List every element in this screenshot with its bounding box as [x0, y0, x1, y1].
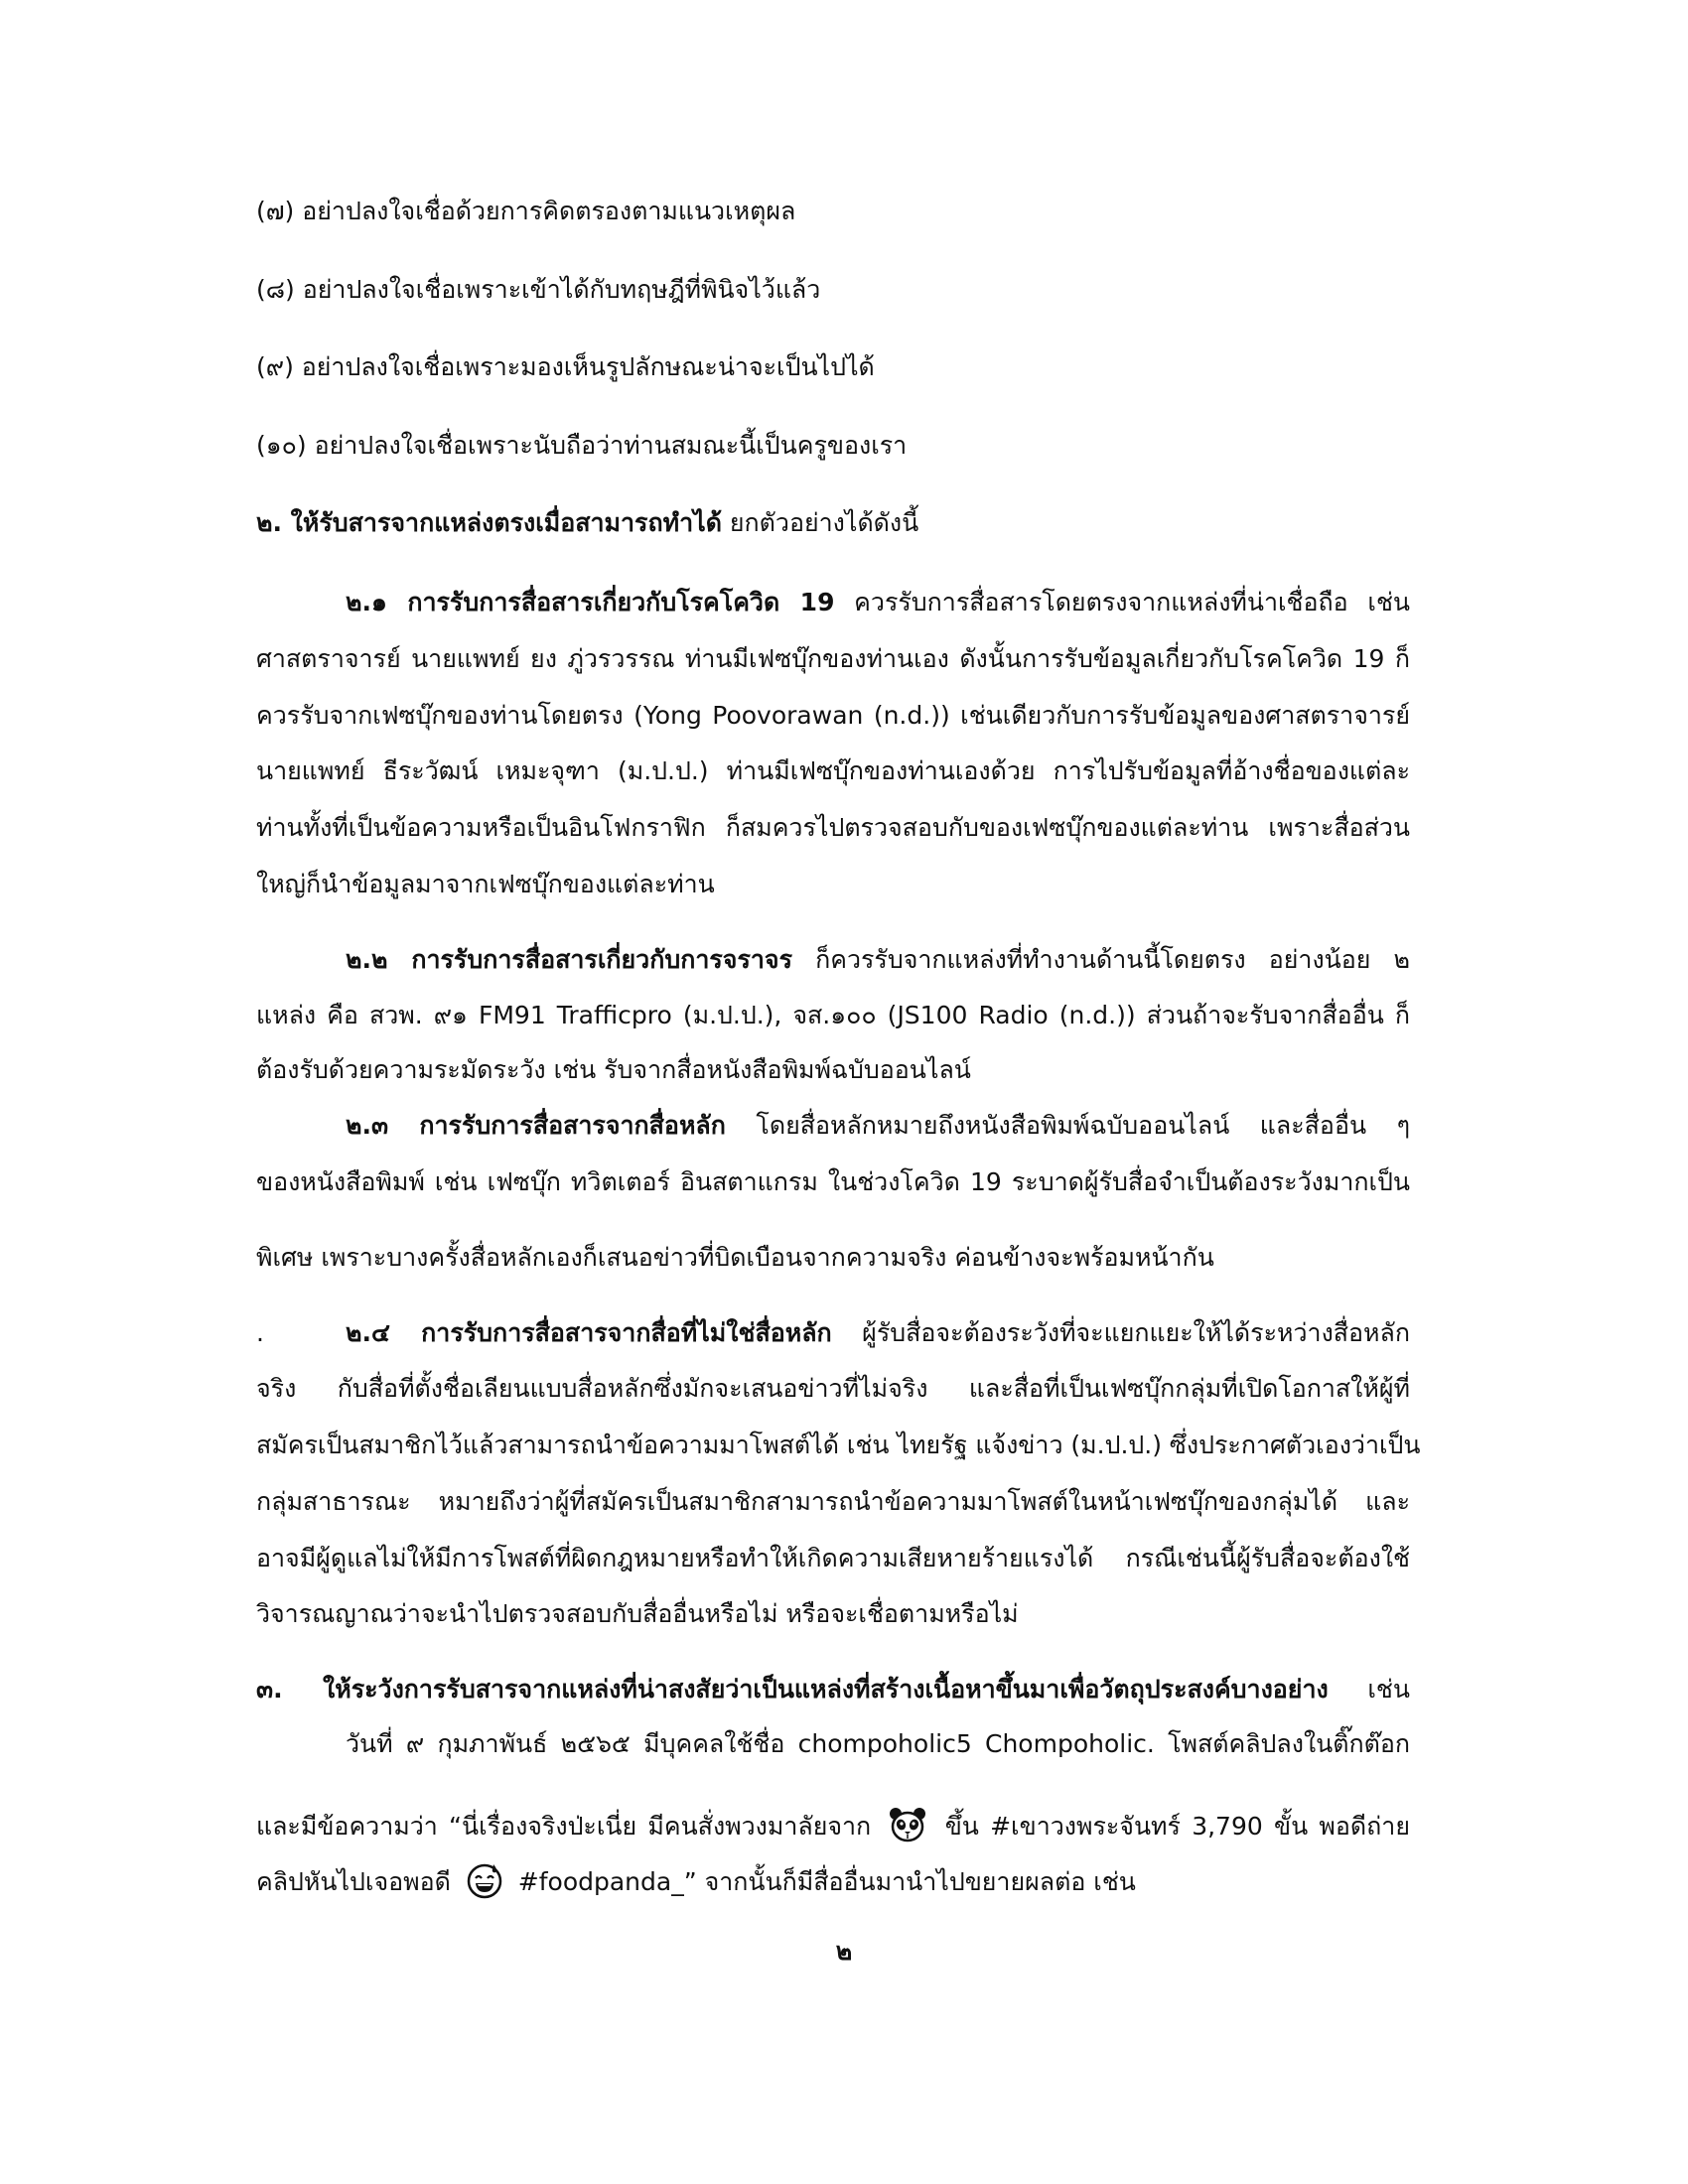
sub-2-4-line: จริง กับสื่อที่ตั้งชื่อเลียนแบบสื่อหลักซึ่งมักจะเสนอข่าวที่ไม่จริง และสื่อที่เป็นเฟซบุ๊กกลุ่มที่เปิดโอกาสให้ผู้ที่ — [256, 1374, 1410, 1403]
sub-2-2-text: ก็ควรรับจากแหล่งที่ทำงานด้านนี้โดยตรง อย่างน้อย ๒ — [792, 945, 1411, 974]
grinning-sweat-face-icon — [465, 1860, 504, 1900]
quote-start: และมีข้อความว่า “นี่เรื่องจริงป่ะเนี่ย มีคนสั่งพวงมาลัยจาก — [256, 1812, 872, 1841]
sub-2-4-line: กลุ่มสาธารณะ หมายถึงว่าผู้ที่สมัครเป็นสมาชิกสามารถนำข้อความมาโพสต์ในหน้าเฟซบุ๊กของกลุ่มได้ และ — [256, 1487, 1410, 1516]
panda-face-icon — [888, 1805, 927, 1844]
sub-2-1-line: นายแพทย์ ธีระวัฒน์ เหมะจุฑา (ม.ป.ป.) ท่านมีเฟซบุ๊กของท่านเองด้วย การไปรับข้อมูลที่อ้างชื่อของแต่ละ — [256, 756, 1410, 785]
section-2-heading — [256, 506, 918, 540]
sub-2-2-title: ๒.๒ การรับการสื่อสารเกี่ยวกับการจราจร — [346, 945, 792, 974]
sub-2-3-first-line — [346, 1109, 1410, 1143]
rule-9: (๙) อย่าปลงใจเชื่อเพราะมองเห็นรูปลักษณะน่าจะเป็นไปได้ — [256, 352, 875, 381]
sub-2-3-text: โดยสื่อหลักหมายถึงหนังสือพิมพ์ฉบับออนไลน์ และสื่ออื่น ๆ — [725, 1111, 1410, 1140]
stray-period: . — [256, 1318, 264, 1347]
sub-2-1-line: ท่านทั้งที่เป็นข้อความหรือเป็นอินโฟกราฟิก ก็สมควรไปตรวจสอบกับของเฟซบุ๊กของแต่ละท่าน เพราะสื่อส่วน — [256, 813, 1410, 842]
rule-7: (๗) อย่าปลงใจเชื่อด้วยการคิดตรองตามแนวเหตุผล — [256, 197, 796, 225]
section-3-line-2 — [256, 1805, 1410, 1844]
sub-2-4-line: วิจารณญาณว่าจะนำไปตรวจสอบกับสื่ออื่นหรือไม่ หรือจะเชื่อตามหรือไม่ — [256, 1599, 1019, 1628]
section-2-heading-bold: ๒. ให้รับสารจากแหล่งตรงเมื่อสามารถทำได้ — [256, 508, 722, 537]
sub-2-3-line: ของหนังสือพิมพ์ เช่น เฟซบุ๊ก ทวิตเตอร์ อินสตาแกรม ในช่วงโควิด 19 ระบาดผู้รับสื่อจำเป็นต้องระวังมากเป็น — [256, 1167, 1410, 1196]
rule-8: (๘) อย่าปลงใจเชื่อเพราะเข้าได้กับทฤษฎีที่พินิจไว้แล้ว — [256, 275, 821, 304]
sub-2-4-title: ๒.๔ การรับการสื่อสารจากสื่อที่ไม่ใช่สื่อหลัก — [346, 1318, 832, 1347]
sub-2-1-line: ควรรับจากเฟซบุ๊กของท่านโดยตรง (Yong Poovorawan (n.d.)) เช่นเดียวกับการรับข้อมูลของศาสตราจารย์ — [256, 701, 1410, 730]
sub-2-3-title: ๒.๓ การรับการสื่อสารจากสื่อหลัก — [346, 1111, 726, 1140]
sub-2-4-first-line — [346, 1316, 1410, 1350]
sub-2-1-title: ๒.๑ การรับการสื่อสารเกี่ยวกับโรคโควิด 19 — [346, 588, 835, 616]
sub-2-2-line: ต้องรับด้วยความระมัดระวัง เช่น รับจากสื่อหนังสือพิมพ์ฉบับออนไลน์ — [256, 1055, 971, 1084]
sub-2-3-line: พิเศษ เพราะบางครั้งสื่อหลักเองก็เสนอข่าวที่บิดเบือนจากความจริง ค่อนข้างจะพร้อมหน้ากัน — [256, 1243, 1214, 1272]
sub-2-4-text: ผู้รับสื่อจะต้องระวังที่จะแยกแยะให้ได้ระหว่างสื่อหลัก — [831, 1318, 1410, 1347]
section-3-line-3 — [256, 1860, 1136, 1900]
section-3-heading — [256, 1673, 1410, 1706]
sub-2-1-line: ศาสตราจารย์ นายแพทย์ ยง ภู่วรวรรณ ท่านมีเฟซบุ๊กของท่านเอง ดังนั้นการรับข้อมูลเกี่ยวกับโรคโควิด 19 ก็ — [256, 644, 1410, 673]
sub-2-1-line: ใหญ่ก็นำข้อมูลมาจากเฟซบุ๊กของแต่ละท่าน — [256, 870, 715, 898]
rule-10: (๑๐) อย่าปลงใจเชื่อเพราะนับถือว่าท่านสมณะนี้เป็นครูของเรา — [256, 431, 908, 460]
sub-2-4-line: สมัครเป็นสมาชิกไว้แล้วสามารถนำข้อความมาโพสต์ได้ เช่น ไทยรัฐ แจ้งข่าว (ม.ป.ป.) ซึ่งประกาศตัวเองว่าเป็น — [256, 1431, 1421, 1459]
page-number: ๒ — [835, 1937, 853, 1966]
sub-2-2-line: แหล่ง คือ สวพ. ๙๑ FM91 Trafficpro (ม.ป.ป.), จส.๑๐๐ (JS100 Radio (n.d.)) ส่วนถ้าจะรับจากสื่ออื่น ก็ — [256, 1001, 1410, 1029]
sub-2-1-text: ควรรับการสื่อสารโดยตรงจากแหล่งที่น่าเชื่อถือ เช่น — [834, 588, 1411, 616]
sub-2-4-line: อาจมีผู้ดูแลไม่ให้มีการโพสต์ที่ผิดกฎหมายหรือทำให้เกิดความเสียหายร้ายแรงได้ กรณีเช่นนี้ผู้รับสื่อจะต้องใช้ — [256, 1544, 1410, 1572]
quote-part: คลิปหันไปเจอพอดี — [256, 1867, 451, 1896]
sub-2-1-first-line — [346, 586, 1410, 619]
quote-middle: ขึ้น #เขาวงพระจันทร์ 3,790 ขั้น พอดีถ่าย — [944, 1812, 1410, 1841]
section-3-line-1: วันที่ ๙ กุมภาพันธ์ ๒๕๖๕ มีบุคคลใช้ชื่อ chompoholic5 Chompoholic. โพสต์คลิปลงในติ๊กต๊อก — [346, 1729, 1410, 1758]
section-2-heading-rest: ยกตัวอย่างได้ดังนี้ — [721, 508, 919, 537]
section-3-heading-bold: ๓. ให้ระวังการรับสารจากแหล่งที่น่าสงสัยว่าเป็นแหล่งที่สร้างเนื้อหาขึ้นมาเพื่อวัตถุประสงค์บางอย่าง — [256, 1675, 1329, 1704]
quote-end: #foodpanda_” จากนั้นก็มีสื่ออื่นมานำไปขยายผลต่อ เช่น — [517, 1867, 1136, 1896]
sub-2-2-first-line — [346, 943, 1410, 977]
section-3-heading-rest: เช่น — [1328, 1675, 1410, 1704]
